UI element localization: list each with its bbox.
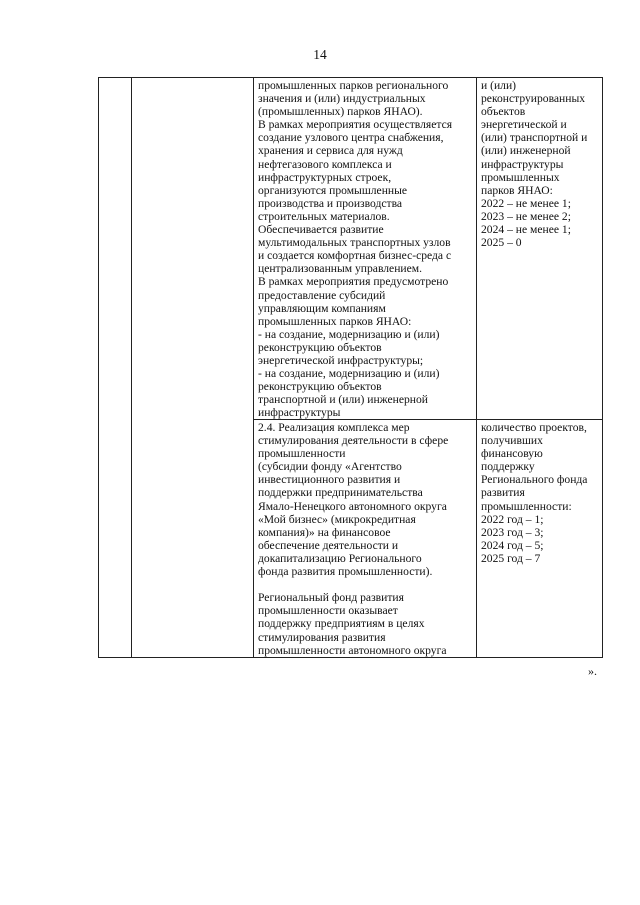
column-divider-1 xyxy=(131,77,132,658)
table-border-right xyxy=(602,77,603,658)
table-row-2-activity: 2.4. Реализация комплекса мер стимулирования деятельности в сфере промышленности (субсидии фонду «Агентство инвестиционного развития и поддержки предпринимательства Ямало-Ненецкого автономного округа «Мой бизнес» (микрокредитная компания)» на финансовое обеспечение деятельности и докапитализацию Регионального фонда развития промышленности). Региональный фонд развития промышленности оказывает поддержку предприятиям в целях стимулирования развития промышленности автономного округа xyxy=(258,421,449,657)
table-row-1-indicator: и (или) реконструированных объектов энергетической и (или) транспортной и (или) инженерной инфраструктуры промышленных парков ЯНАО: 2022 – не менее 1; 2023 – не менее 2; 2024 – не менее 1; 2025 – 0 xyxy=(481,79,588,250)
column-divider-3 xyxy=(476,77,477,658)
table-row-1-activity: промышленных парков регионального значения и (или) индустриальных (промышленных) парков ЯНАО). В рамках мероприятия осуществляется создание узлового центра снабжения, хранения и сервиса для нужд нефтегазового комплекса и инфраструктурных строек, организуются промышленные производства и производства строительных материалов. Обеспечивается развитие мультимодальных транспортных узлов и создается комфортная бизнес-среда с централизованным управлением. В рамках мероприятия предусмотрено предоставление субсидий управляющим компаниям промышленных парков ЯНАО: - на создание, модернизацию и (или) реконструкцию объектов энергетической инфраструктуры; - на создание, модернизацию и (или) реконструкцию объектов транспортной и (или) инженерной инфраструктуры xyxy=(258,79,453,420)
page-number: 14 xyxy=(313,47,327,62)
table-row-2-indicator: количество проектов, получивших финансовую поддержку Регионального фонда развития промышленности: 2022 год – 1; 2023 год – 3; 2024 год – 5; 2025 год – 7 xyxy=(481,421,588,565)
table-border-bottom xyxy=(98,657,603,658)
table-border-left xyxy=(98,77,99,658)
table-border-top xyxy=(98,77,603,78)
column-divider-2 xyxy=(253,77,254,658)
closing-quote-mark: ». xyxy=(588,664,597,678)
